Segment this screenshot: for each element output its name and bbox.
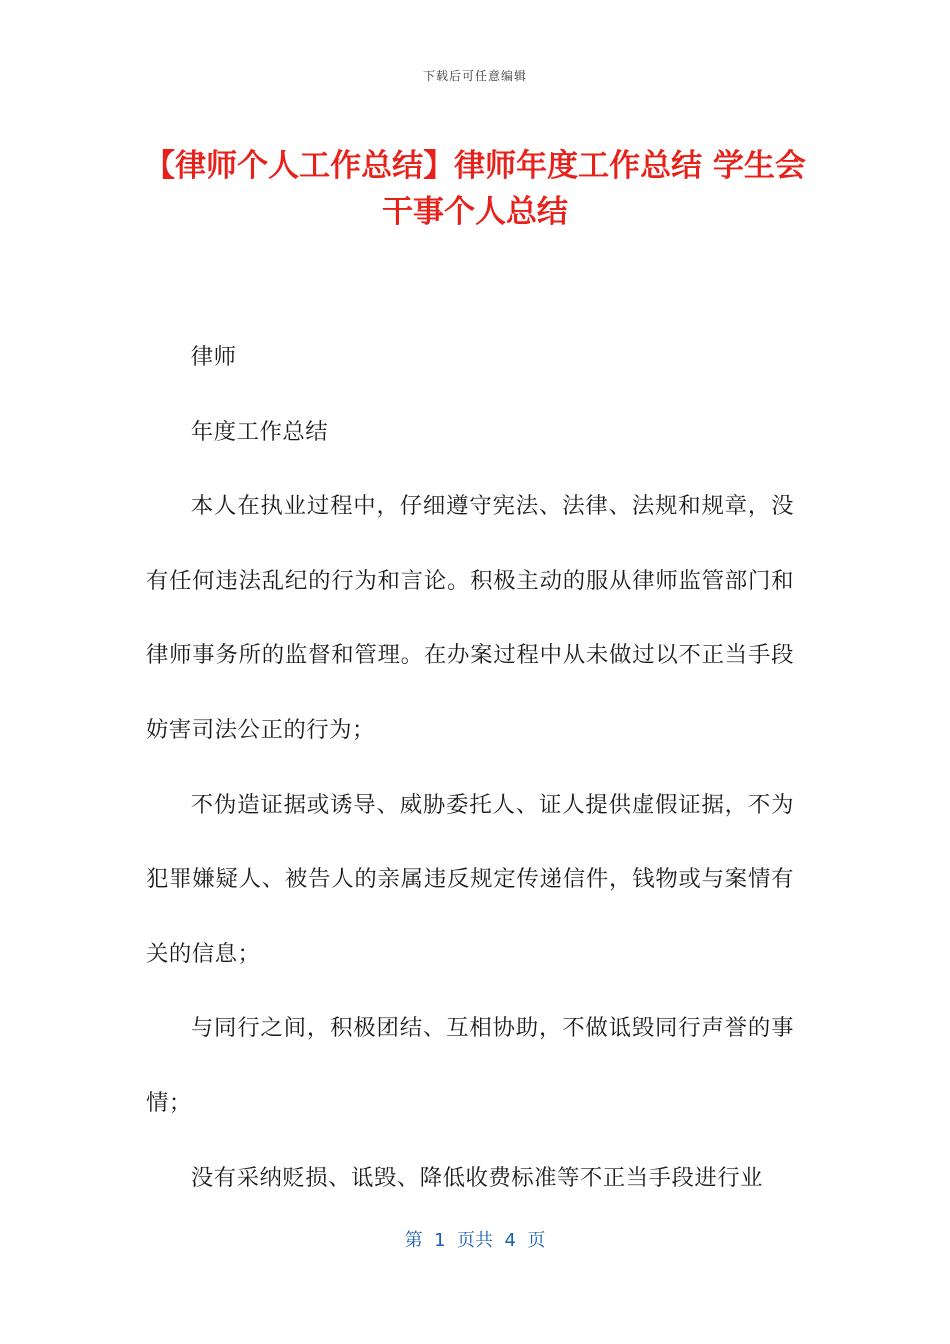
page-number: 第 1 页共 4 页 bbox=[404, 1230, 546, 1251]
paragraph: 年度工作总结 bbox=[190, 418, 329, 445]
paragraph: 不伪造证据或诱导、威胁委托人、证人提供虚假证据，不为犯罪嫌疑人、被告人的亲属违反规定传递信件，钱物或与案情有关的信息； bbox=[146, 791, 794, 967]
header-note: 下载后可任意编辑 bbox=[422, 69, 527, 83]
document-body bbox=[146, 320, 794, 1215]
paragraph: 与同行之间，积极团结、互相协助，不做诋毁同行声誉的事情； bbox=[146, 1015, 794, 1116]
paragraph: 本人在执业过程中，仔细遵守宪法、法律、法规和规章，没有任何违法乱纪的行为和言论。积极主动的服从律师监管部门和律师事务所的监督和管理。在办案过程中从未做过以不正当手段妨害司法公正的行为； bbox=[146, 493, 794, 743]
paragraph: 律师 bbox=[190, 344, 237, 370]
document-title: 【律师个人工作总结】律师年度工作总结 学生会干事个人总结 bbox=[144, 148, 806, 230]
paragraph: 没有采纳贬损、诋毁、降低收费标准等不正当手段进行业 bbox=[190, 1164, 764, 1191]
